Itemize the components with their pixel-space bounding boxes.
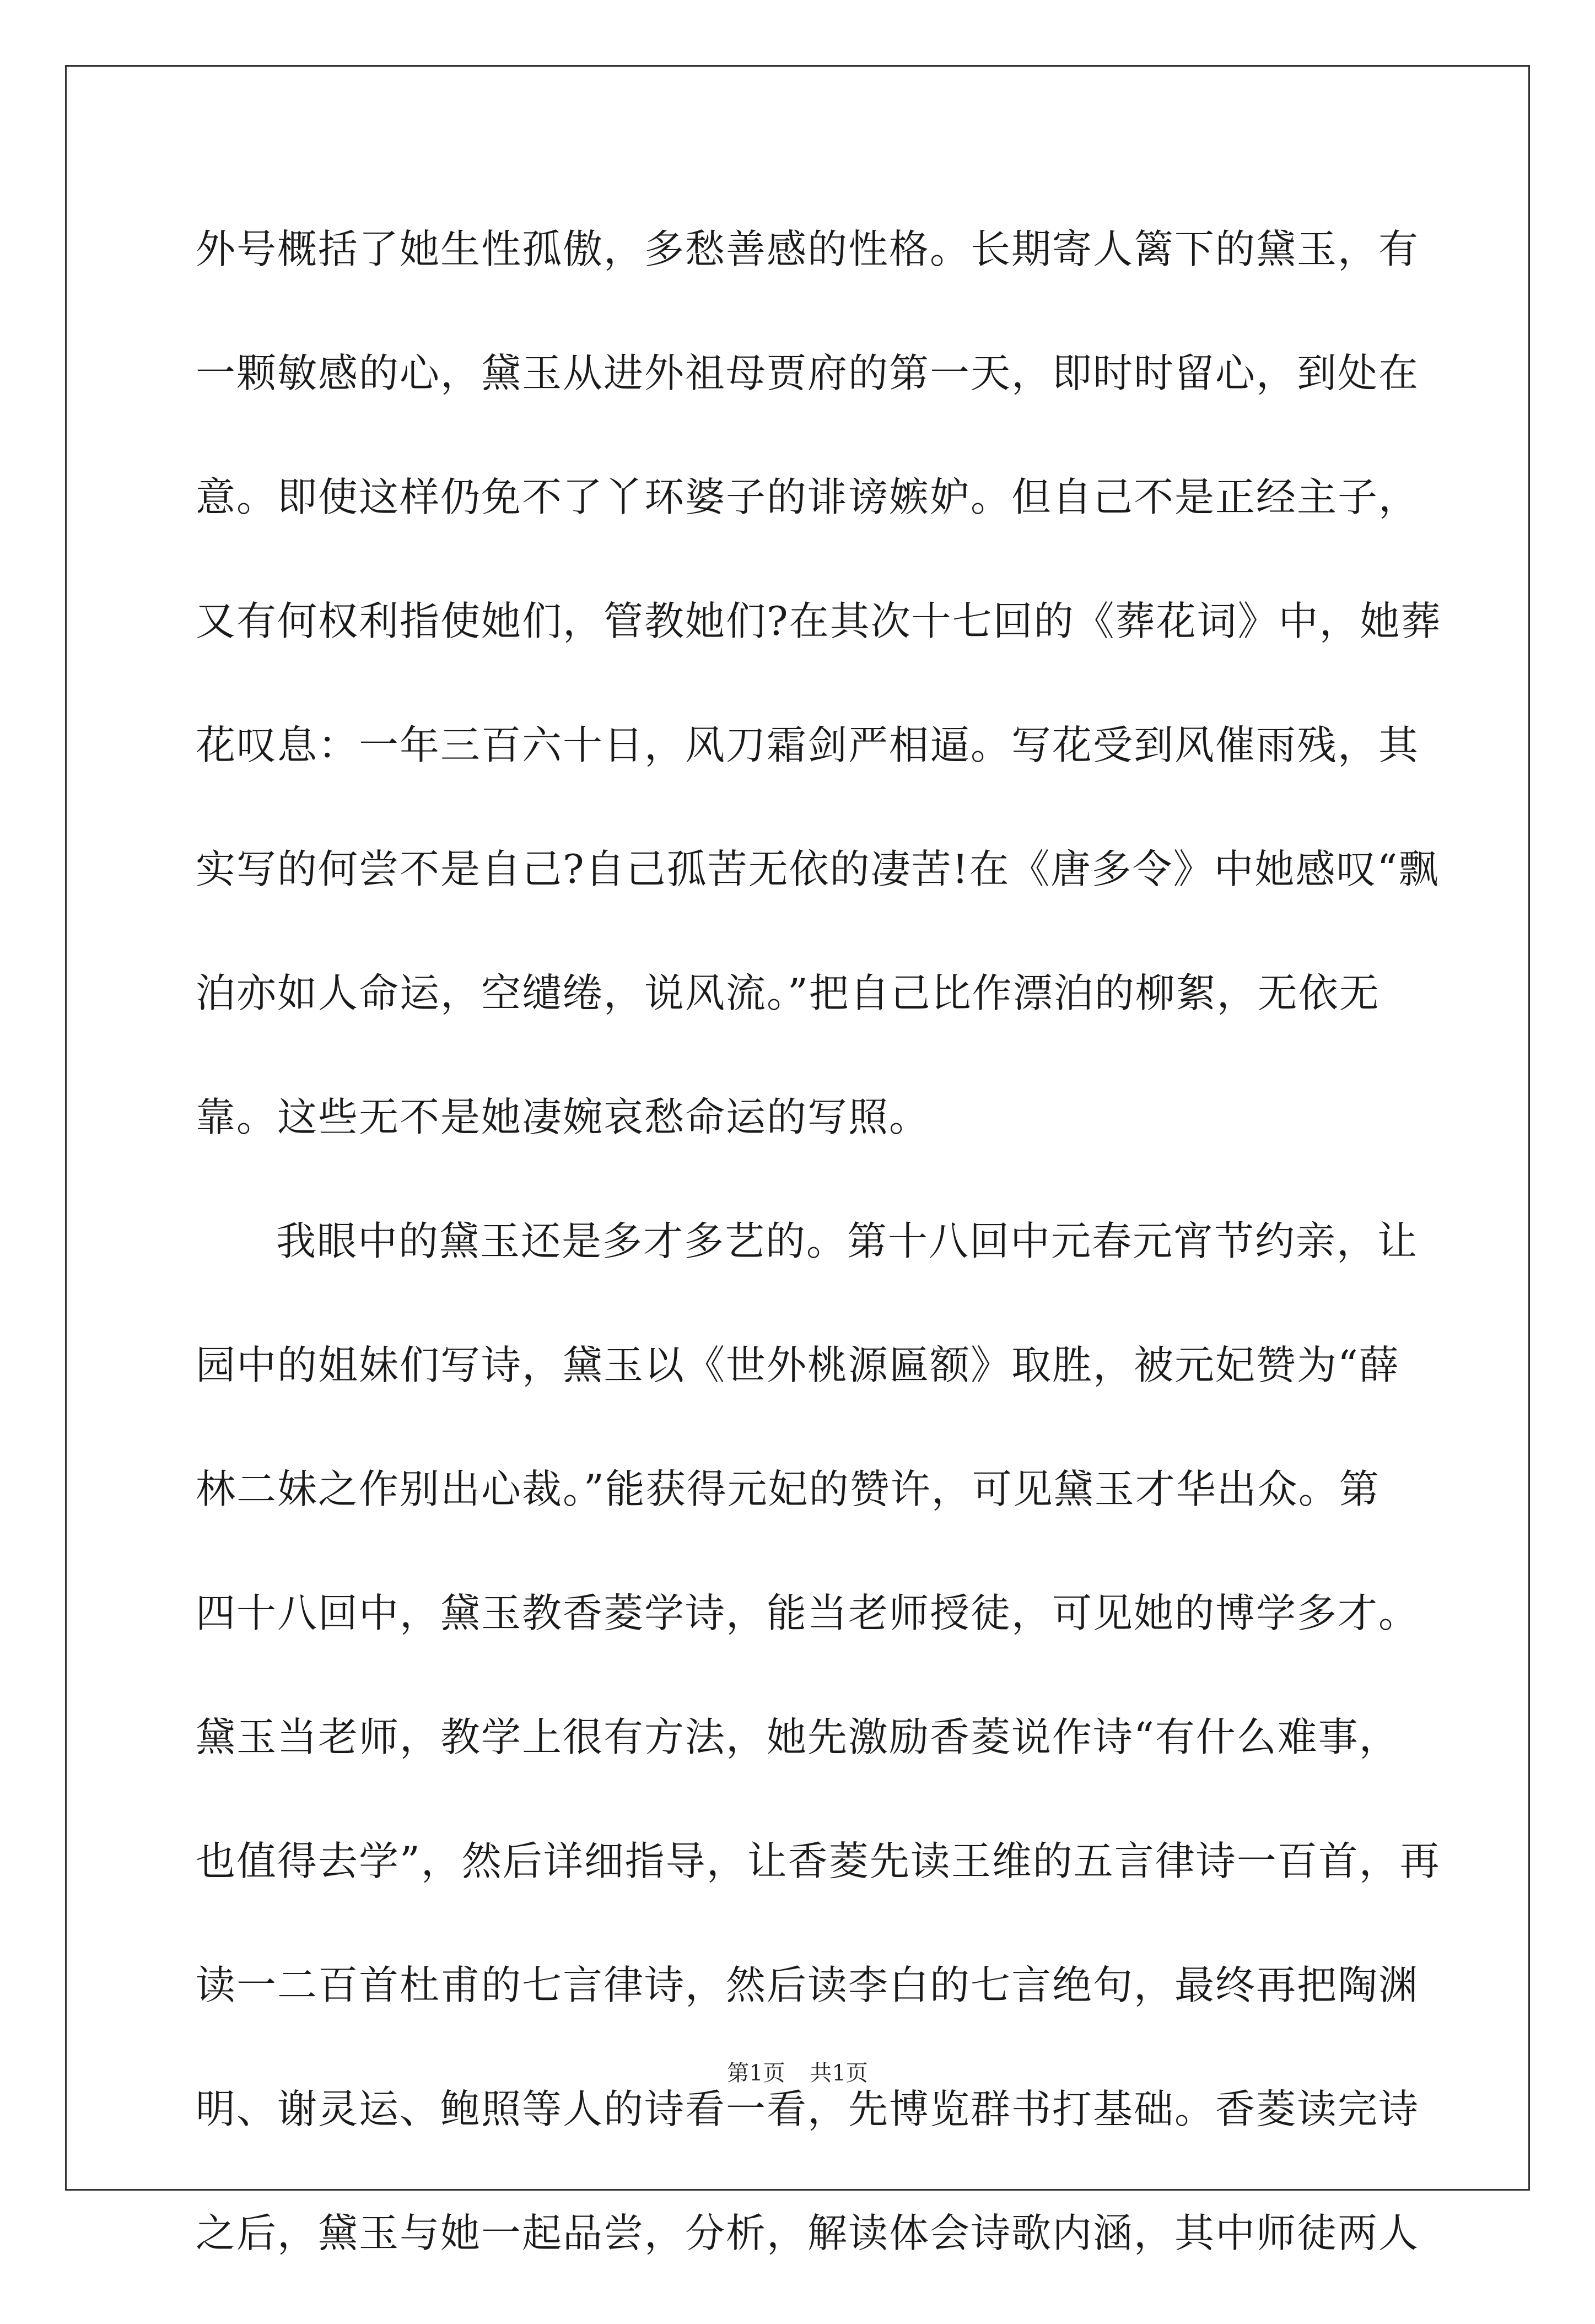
text-line: 实写的何尝不是自己?自己孤苦无依的凄苦!在《唐多令》中她感叹“飘 [196, 846, 1440, 892]
text-line: 外号概括了她生性孤傲，多愁善感的性格。长期寄人篱下的黛玉，有 [196, 226, 1420, 272]
text-line: 意。即使这样仍免不了丫环婆子的诽谤嫉妒。但自己不是正经主子， [196, 474, 1420, 520]
text-line: 靠。这些无不是她凄婉哀愁命运的写照。 [196, 1094, 930, 1140]
document-body [196, 216, 1442, 2324]
paragraph-first-line: 我眼中的黛玉还是多才多艺的。第十八回中元春元宵节约亲，让 [276, 1218, 1419, 1264]
text-line: 读一二百首杜甫的七言律诗，然后读李白的七言绝句，最终再把陶渊 [196, 1962, 1420, 2008]
text-line: 黛玉当老师，教学上很有方法，她先激励香菱说作诗“有什么难事， [196, 1714, 1400, 1760]
text-line: 四十八回中，黛玉教香菱学诗，能当老师授徒，可见她的博学多才。 [196, 1590, 1420, 1636]
text-line: 林二妹之作别出心裁。”能获得元妃的赞许，可见黛玉才华出众。第 [196, 1466, 1380, 1512]
text-line: 一颗敏感的心，黛玉从进外祖母贾府的第一天，即时时留心，到处在 [196, 350, 1420, 396]
text-line: 之后，黛玉与她一起品尝，分析，解读体会诗歌内涵，其中师徒两人 [196, 2210, 1420, 2256]
text-line: 也值得去学”，然后详细指导，让香菱先读王维的五言律诗一百首，再 [196, 1838, 1441, 1884]
text-line: 花叹息：一年三百六十日，风刀霜剑严相逼。写花受到风催雨残，其 [196, 722, 1420, 768]
text-line: 园中的姐妹们写诗，黛玉以《世外桃源匾额》取胜，被元妃赞为“薛 [196, 1342, 1400, 1388]
page-footer [0, 2056, 1595, 2087]
page-number: 第1页 [727, 2061, 785, 2086]
page-total: 共1页 [810, 2061, 868, 2086]
text-line: 明、谢灵运、鲍照等人的诗看一看，先博览群书打基础。香菱读完诗 [196, 2086, 1420, 2132]
text-line: 又有何权利指使她们，管教她们?在其次十七回的《葬花词》中，她葬 [196, 598, 1442, 644]
text-line: 泊亦如人命运，空缱绻，说风流。”把自己比作漂泊的柳絮，无依无 [196, 970, 1380, 1016]
